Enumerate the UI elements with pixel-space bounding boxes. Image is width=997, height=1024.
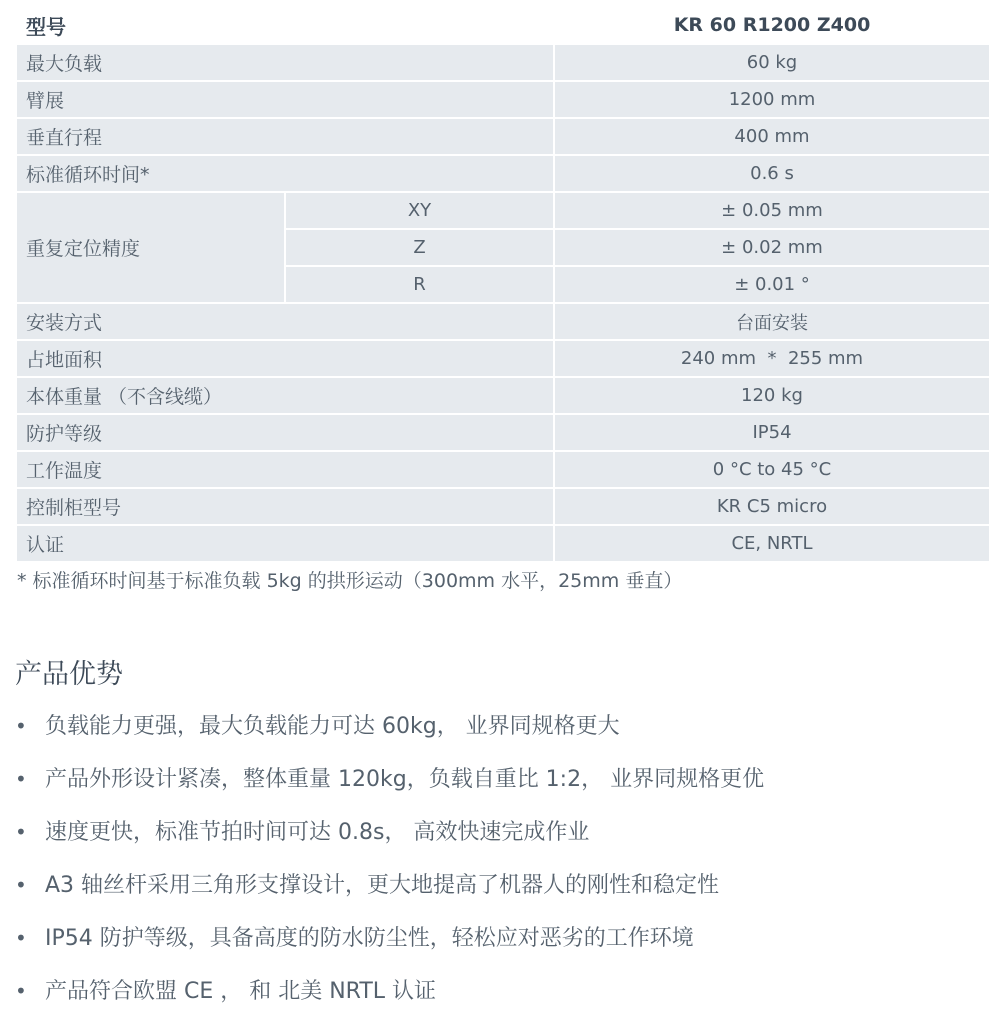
spec-label: 安装方式 bbox=[16, 303, 554, 340]
spec-row-vertical-stroke bbox=[16, 118, 990, 155]
list-item bbox=[15, 700, 985, 753]
spec-label: 本体重量 （不含线缆） bbox=[16, 377, 554, 414]
spec-label: 控制柜型号 bbox=[16, 488, 554, 525]
spec-row-mounting bbox=[16, 303, 990, 340]
bullet-icon: • bbox=[15, 926, 27, 950]
spec-row-reach bbox=[16, 81, 990, 118]
list-item-text: A3 轴丝杆采用三角形支撑设计，更大地提高了机器人的刚性和稳定性 bbox=[45, 873, 720, 898]
spec-label: 工作温度 bbox=[16, 451, 554, 488]
spec-row-cycle-time bbox=[16, 155, 990, 192]
spec-label: 占地面积 bbox=[16, 340, 554, 377]
repeatability-axis: R bbox=[285, 266, 554, 303]
spec-value: 240 mm * 255 mm bbox=[554, 340, 990, 377]
bullet-icon: • bbox=[15, 873, 27, 897]
spec-value: 60 kg bbox=[554, 44, 990, 81]
spec-label: 臂展 bbox=[16, 81, 554, 118]
spec-value: 120 kg bbox=[554, 377, 990, 414]
spec-value: 400 mm bbox=[554, 118, 990, 155]
list-item bbox=[15, 753, 985, 806]
model-label: 型号 bbox=[16, 6, 554, 44]
list-item-text: 负载能力更强，最大负载能力可达 60kg， 业界同规格更大 bbox=[45, 714, 620, 739]
advantages-list bbox=[15, 700, 985, 1018]
spec-row-temperature bbox=[16, 451, 990, 488]
spec-row-footprint bbox=[16, 340, 990, 377]
list-item bbox=[15, 965, 985, 1018]
repeatability-value: ± 0.02 mm bbox=[554, 229, 990, 266]
spec-label: 认证 bbox=[16, 525, 554, 562]
spec-value: IP54 bbox=[554, 414, 990, 451]
bullet-icon: • bbox=[15, 820, 27, 844]
spec-table bbox=[15, 5, 991, 563]
spec-row-certification bbox=[16, 525, 990, 562]
list-item bbox=[15, 859, 985, 912]
advantages-title: 产品优势 bbox=[15, 659, 123, 690]
model-value: KR 60 R1200 Z400 bbox=[554, 6, 990, 44]
list-item-text: 产品外形设计紧凑，整体重量 120kg，负载自重比 1:2， 业界同规格更优 bbox=[45, 767, 765, 792]
list-item bbox=[15, 806, 985, 859]
spec-value: 1200 mm bbox=[554, 81, 990, 118]
spec-value: KR C5 micro bbox=[554, 488, 990, 525]
spec-row-controller bbox=[16, 488, 990, 525]
spec-header-row bbox=[16, 6, 990, 44]
spec-label: 标准循环时间* bbox=[16, 155, 554, 192]
spec-value: CE, NRTL bbox=[554, 525, 990, 562]
spec-value: 台面安装 bbox=[554, 303, 990, 340]
spec-row-weight bbox=[16, 377, 990, 414]
repeatability-value: ± 0.05 mm bbox=[554, 192, 990, 229]
list-item bbox=[15, 912, 985, 965]
bullet-icon: • bbox=[15, 714, 27, 738]
bullet-icon: • bbox=[15, 767, 27, 791]
footnote: * 标准循环时间基于标准负载 5kg 的拱形运动（300mm 水平，25mm 垂直） bbox=[17, 570, 683, 592]
list-item-text: 速度更快，标准节拍时间可达 0.8s， 高效快速完成作业 bbox=[45, 820, 590, 845]
list-item-text: IP54 防护等级，具备高度的防水防尘性，轻松应对恶劣的工作环境 bbox=[45, 926, 694, 951]
list-item-text: 产品符合欧盟 CE ， 和 北美 NRTL 认证 bbox=[45, 979, 437, 1004]
repeatability-label: 重复定位精度 bbox=[16, 192, 285, 303]
spec-row-max-payload bbox=[16, 44, 990, 81]
spec-value: 0 °C to 45 °C bbox=[554, 451, 990, 488]
repeatability-axis: XY bbox=[285, 192, 554, 229]
spec-label: 防护等级 bbox=[16, 414, 554, 451]
repeatability-value: ± 0.01 ° bbox=[554, 266, 990, 303]
spec-label: 最大负载 bbox=[16, 44, 554, 81]
spec-row-repeatability-xy bbox=[16, 192, 990, 229]
spec-value: 0.6 s bbox=[554, 155, 990, 192]
spec-row-protection bbox=[16, 414, 990, 451]
spec-label: 垂直行程 bbox=[16, 118, 554, 155]
bullet-icon: • bbox=[15, 979, 27, 1003]
repeatability-axis: Z bbox=[285, 229, 554, 266]
